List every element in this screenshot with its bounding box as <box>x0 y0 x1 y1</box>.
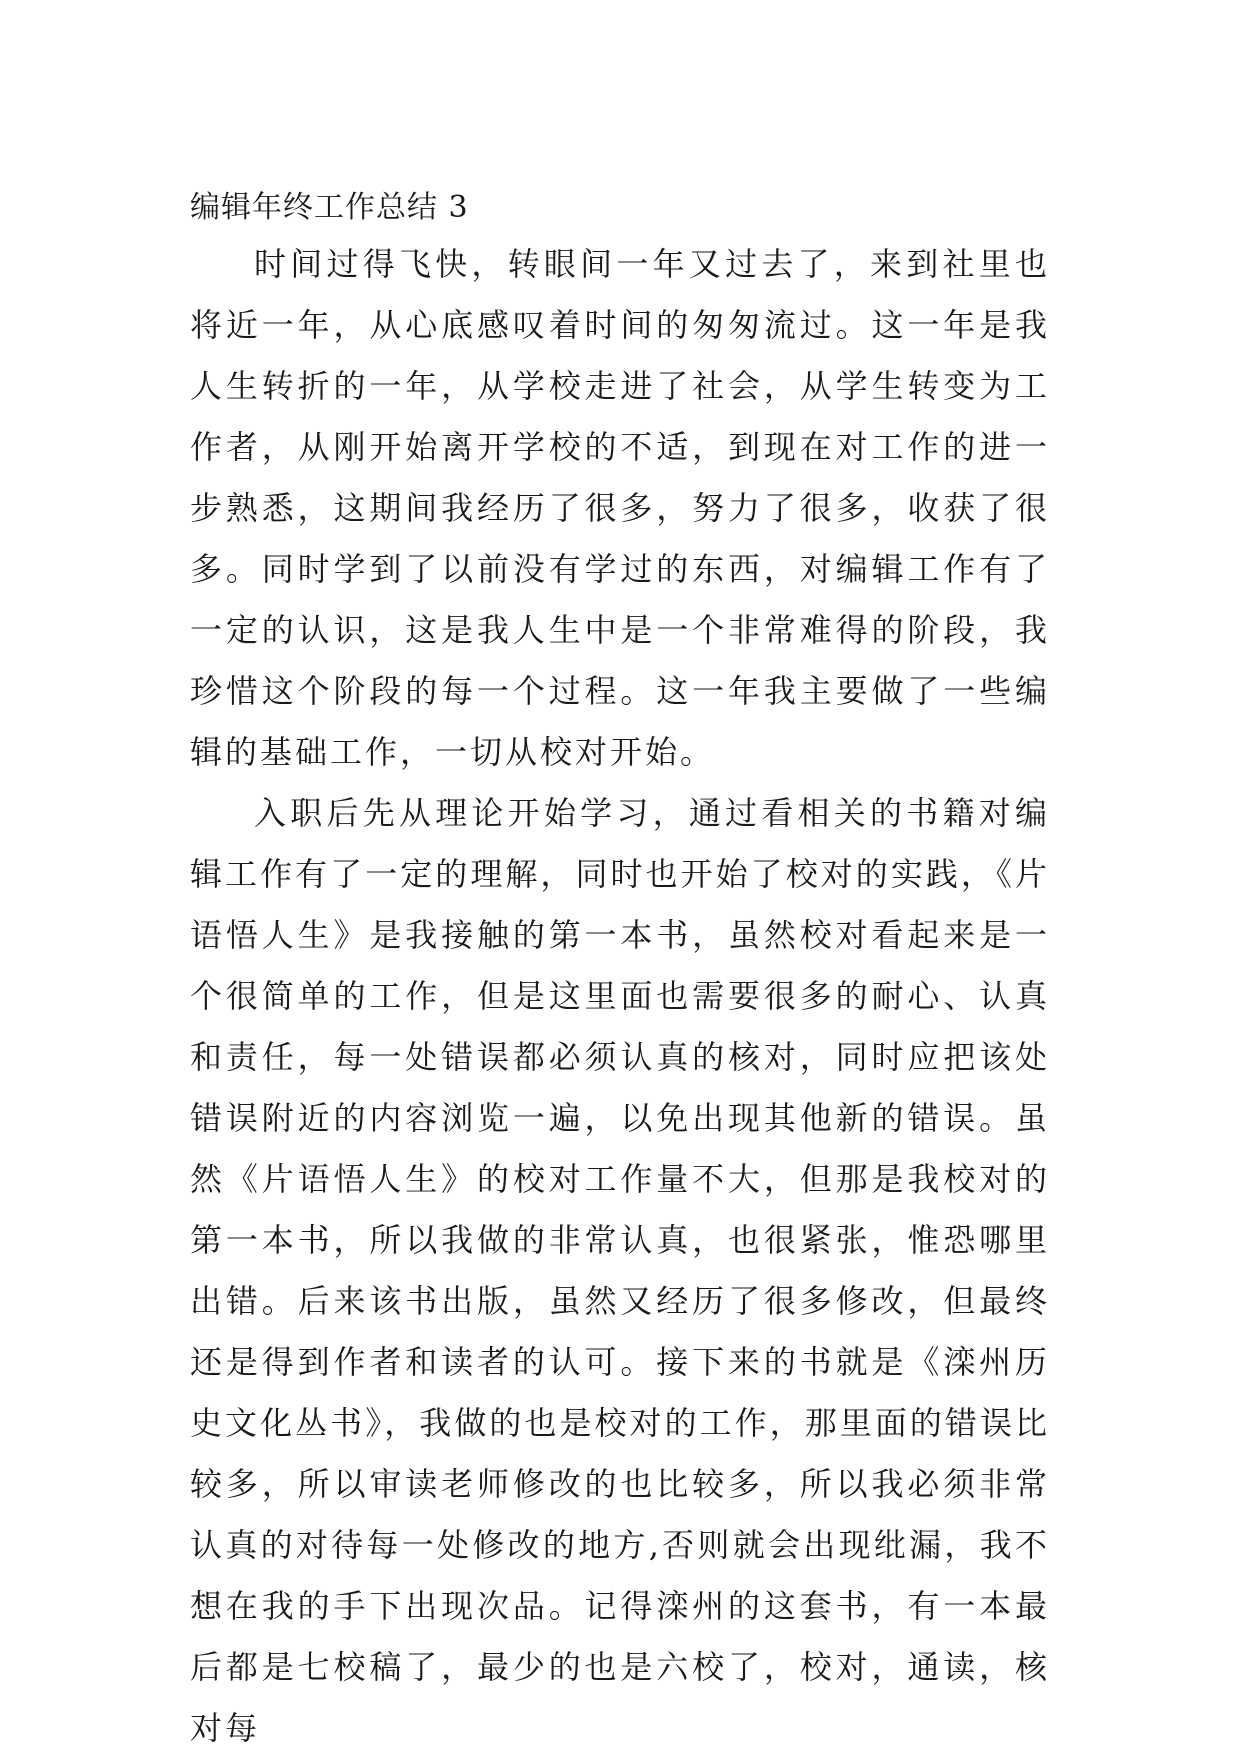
paragraph-1: 时间过得飞快，转眼间一年又过去了，来到社里也将近一年，从心底感叹着时间的匆匆流过。这一年是我人生转折的一年，从学校走进了社会，从学生转变为工作者，从刚开始离开学校的不适，到现在对工作的进一步熟悉，这期间我经历了很多，努力了很多，收获了很多。同时学到了以前没有学过的东西，对编辑工作有了一定的认识，这是我人生中是一个非常难得的阶段，我珍惜这个阶段的每一个过程。这一年我主要做了一些编辑的基础工作，一切从校对开始。 <box>190 245 1050 771</box>
document-body <box>190 188 1050 1759</box>
document-title: 编辑年终工作总结 3 <box>190 190 469 225</box>
paragraph-2: 入职后先从理论开始学习，通过看相关的书籍对编辑工作有了一定的理解，同时也开始了校对的实践，《片语悟人生》是我接触的第一本书，虽然校对看起来是一个很简单的工作，但是这里面也需要很多的耐心、认真和责任，每一处错误都必须认真的核对，同时应把该处错误附近的内容浏览一遍，以免出现其他新的错误。虽然《片语悟人生》的校对工作量不大，但那是我校对的第一本书，所以我做的非常认真，也很紧张，惟恐哪里出错。后来该书出版，虽然又经历了很多修改，但最终还是得到作者和读者的认可。接下来的书就是《滦州历史文化丛书》，我做的也是校对的工作，那里面的错误比较多，所以审读老师修改的也比较多，所以我必须非常认真的对待每一处修改的地方,否则就会出现纰漏，我不想在我的手下出现次品。记得滦州的这套书，有一本最后都是七校稿了，最少的也是六校了，校对，通读，核对每 <box>190 794 1050 1747</box>
